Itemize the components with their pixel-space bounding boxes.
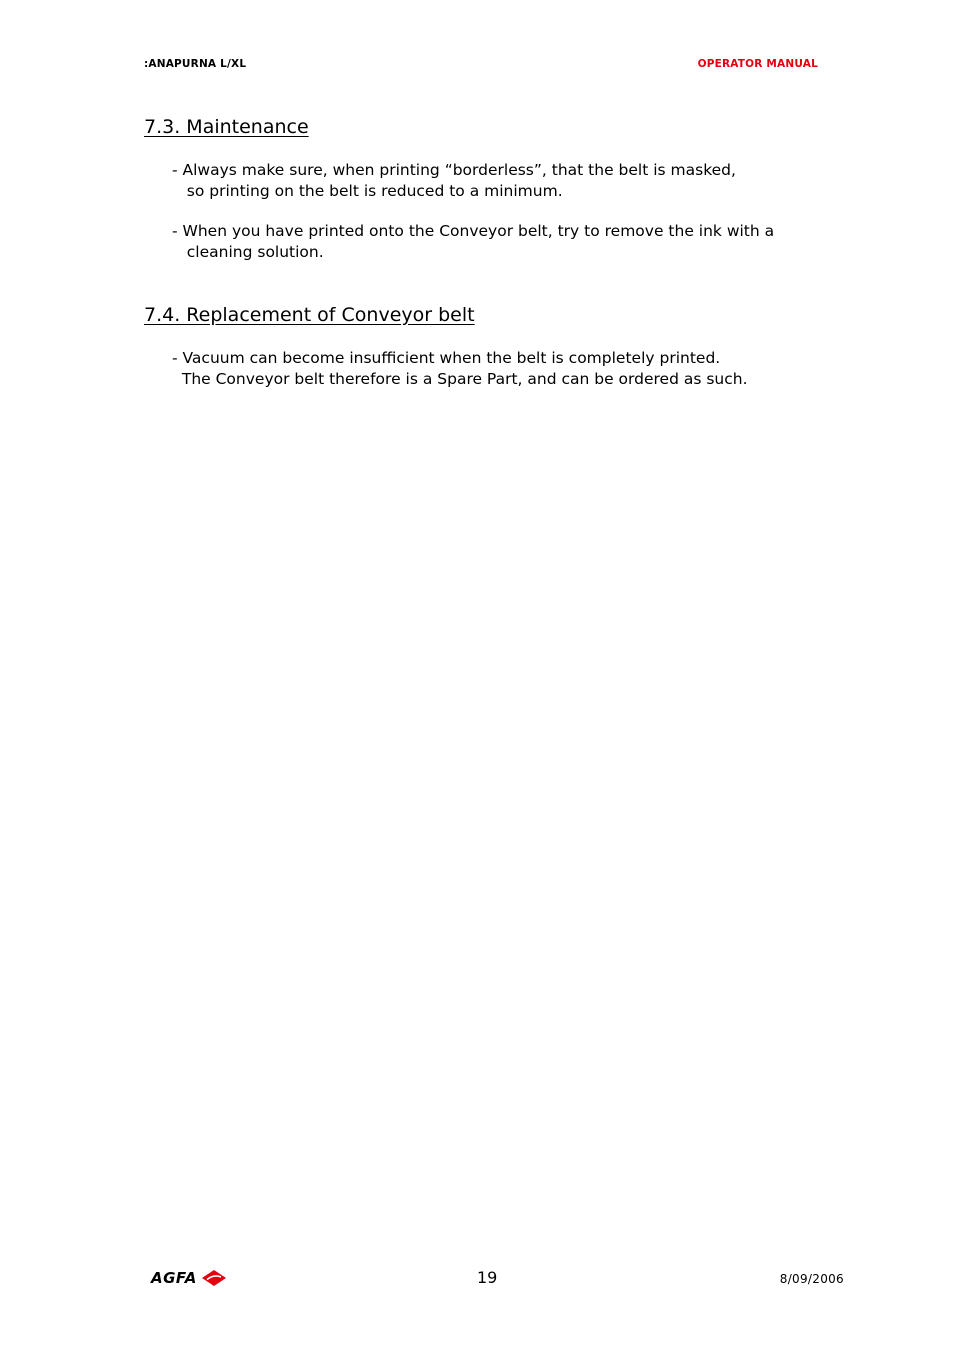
agfa-rhombus-logo-icon — [201, 1269, 227, 1287]
maintenance-paragraph-2: - When you have printed onto the Conveyor belt, try to remove the ink with a cleaning solution. — [172, 222, 775, 261]
header-document-type: OPERATOR MANUAL — [697, 58, 818, 70]
section-title-maintenance: 7.3. Maintenance — [144, 116, 309, 138]
section-title-replacement: 7.4. Replacement of Conveyor belt — [144, 304, 475, 326]
header-product-name: :ANAPURNA L/XL — [144, 58, 247, 70]
maintenance-paragraph-1: - Always make sure, when printing “borderless”, that the belt is masked, so printing on the belt is reduced to a minimum. — [172, 161, 736, 200]
replacement-paragraph-1: - Vacuum can become insufficient when the belt is completely printed. The Conveyor belt therefore is a Spare Part, and can be ordered as such. — [172, 349, 748, 388]
logo-text: AGFA — [151, 1269, 197, 1287]
footer-date: 8/09/2006 — [779, 1272, 844, 1286]
page-number: 19 — [477, 1268, 498, 1287]
footer-logo — [151, 1269, 227, 1287]
